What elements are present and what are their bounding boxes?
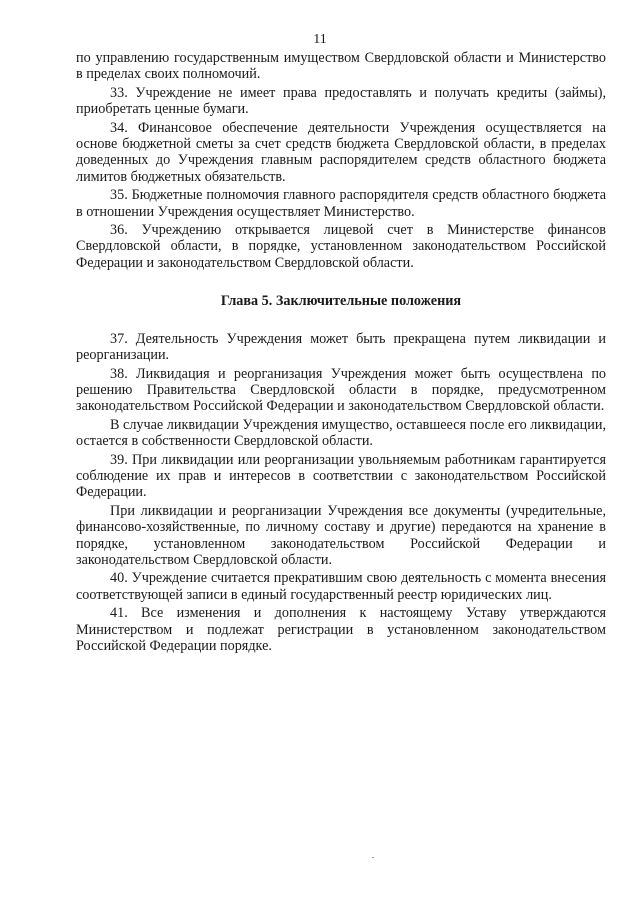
- document-body: [76, 50, 606, 656]
- paragraph-39-documents: При ликвидации и реорганизации Учреждения все документы (учредительные, финансово-хозяйственные, по личному составу и другие) передаются на хранение в порядке, установленном законодательством Российской Федерации и законодательством Свердловской области.: [76, 502, 606, 568]
- paragraph-37: 37. Деятельность Учреждения может быть прекращена путем ликвидации и реорганизации.: [76, 330, 606, 364]
- paragraph-33: 33. Учреждение не имеет права предоставлять и получать кредиты (займы), приобретать ценные бумаги.: [76, 84, 606, 118]
- paragraph-36: 36. Учреждению открывается лицевой счет в Министерстве финансов Свердловской области, в порядке, установленном законодательством Российской Федерации и законодательством Свердловской области.: [76, 222, 606, 271]
- paragraph-41: 41. Все изменения и дополнения к настоящему Уставу утверждаются Министерством и подлежат регистрации в установленном законодательством Российской Федерации порядке.: [76, 605, 606, 654]
- paragraph-39: 39. При ликвидации или реорганизации увольняемым работникам гарантируется соблюдение их прав и интересов в соответствии с законодательством Российской Федерации.: [76, 451, 606, 501]
- chapter-title: Глава 5. Заключительные положения: [220, 293, 462, 310]
- page-number: 11: [313, 32, 327, 47]
- paragraph-40: 40. Учреждение считается прекратившим свою деятельность с момента внесения соответствующей записи в единый государственный реестр юридических лиц.: [76, 570, 606, 603]
- paragraph-38-liquidation-property: В случае ликвидации Учреждения имущество, оставшееся после его ликвидации, остается в собственности Свердловской области.: [76, 416, 606, 450]
- paragraph-35: 35. Бюджетные полномочия главного распорядителя средств областного бюджета в отношении Учреждения осуществляет Министерство.: [76, 187, 606, 220]
- paragraph-continuation: по управлению государственным имуществом Свердловской области и Министерство в пределах своих полномочий.: [76, 50, 606, 83]
- paragraph-38: 38. Ликвидация и реорганизация Учреждения может быть осуществлена по решению Правительства Свердловской области в порядке, предусмотренном законодательством Российской Федерации и законодательством Свердловской области.: [76, 365, 606, 415]
- paragraph-34: 34. Финансовое обеспечение деятельности Учреждения осуществляется на основе бюджетной сметы за счет средств бюджета Свердловской области, в пределах доведенных до Учреждения главным распорядителем средств областного бюджета лимитов бюджетных обязательств.: [76, 119, 606, 185]
- scan-speck: [372, 857, 374, 858]
